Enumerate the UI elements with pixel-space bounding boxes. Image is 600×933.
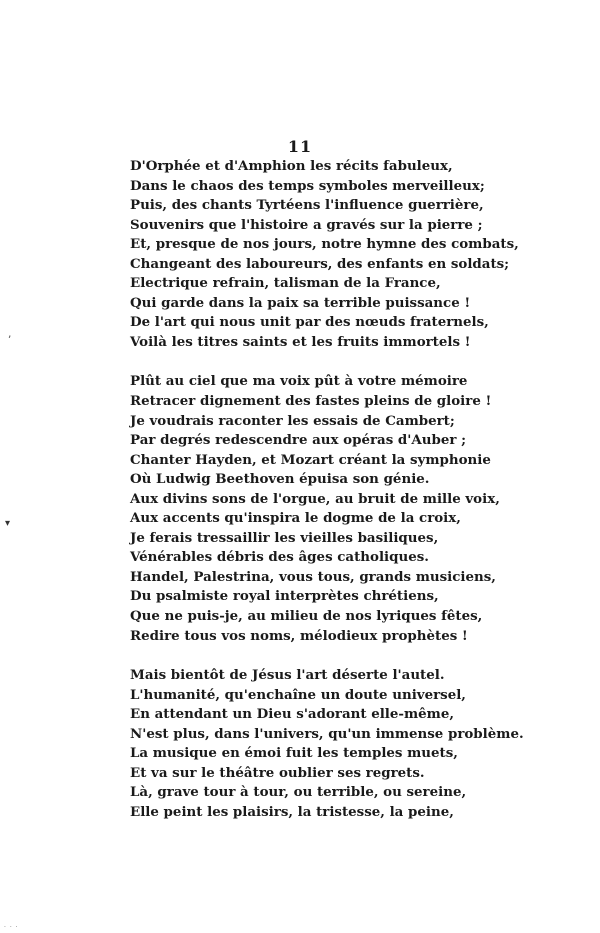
verse-line: Souvenirs que l'histoire a gravés sur la pierre ;	[130, 216, 483, 233]
verse-line: Changeant des laboureurs, des enfants en soldats;	[130, 255, 510, 272]
verse-line: D'Orphée et d'Amphion les récits fabuleux,	[130, 158, 453, 174]
verse-line: Puis, des chants Tyrtéens l'influence guerrière,	[130, 197, 484, 214]
verse-line: En attendant un Dieu s'adorant elle-même,	[130, 706, 455, 723]
verse-line: Qui garde dans la paix sa terrible puissance !	[130, 294, 471, 311]
stanza-1	[130, 157, 570, 352]
verse-line: Par degrés redescendre aux opéras d'Auber ;	[130, 432, 467, 449]
page-number: 11	[287, 137, 313, 156]
poem	[130, 157, 570, 823]
verse-line: Chanter Hayden, et Mozart créant la symphonie	[130, 451, 491, 468]
stanza-2	[130, 372, 570, 646]
verse-line: La musique en émoi fuit les temples muets,	[130, 745, 458, 762]
verse-line: Handel, Palestrina, vous tous, grands musiciens,	[130, 568, 496, 585]
margin-mark: ▾	[5, 518, 11, 529]
verse-line: Elle peint les plaisirs, la tristesse, la peine,	[130, 803, 454, 820]
verse-line: Là, grave tour à tour, ou terrible, ou sereine,	[130, 784, 467, 801]
verse-line: Electrique refrain, talisman de la France,	[130, 275, 441, 292]
verse-line: Retracer dignement des fastes pleins de gloire !	[130, 393, 492, 410]
verse-line: Redire tous vos noms, mélodieux prophètes !	[130, 627, 468, 644]
verse-line: Du psalmiste royal interprètes chrétiens,	[130, 588, 439, 605]
margin-mark: ’	[8, 335, 12, 346]
verse-line: Voilà les titres saints et les fruits immortels !	[130, 333, 471, 350]
verse-line: Et va sur le théâtre oublier ses regrets.	[130, 764, 425, 781]
verse-line: Je ferais tressaillir les vieilles basiliques,	[130, 529, 439, 546]
verse-line: De l'art qui nous unit par des nœuds fraternels,	[130, 314, 489, 331]
scan-artifact: · · ·	[4, 924, 19, 931]
stanza-3	[130, 666, 570, 822]
verse-line: N'est plus, dans l'univers, qu'un immense problème.	[130, 725, 524, 742]
verse-line: Vénérables débris des âges catholiques.	[130, 549, 429, 566]
verse-line: Plût au ciel que ma voix pût à votre mémoire	[130, 373, 468, 390]
verse-line: Dans le chaos des temps symboles merveilleux;	[130, 177, 485, 194]
verse-line: Et, presque de nos jours, notre hymne des combats,	[130, 236, 519, 253]
verse-line: Aux accents qu'inspira le dogme de la croix,	[130, 510, 461, 527]
verse-line: Je voudrais raconter les essais de Cambert;	[130, 412, 455, 429]
verse-line: Mais bientôt de Jésus l'art déserte l'autel.	[130, 667, 445, 684]
verse-line: Aux divins sons de l'orgue, au bruit de mille voix,	[130, 490, 500, 507]
verse-line: Où Ludwig Beethoven épuisa son génie.	[130, 471, 430, 488]
verse-line: Que ne puis-je, au milieu de nos lyriques fêtes,	[130, 608, 483, 625]
verse-line: L'humanité, qu'enchaîne un doute universel,	[130, 686, 466, 703]
